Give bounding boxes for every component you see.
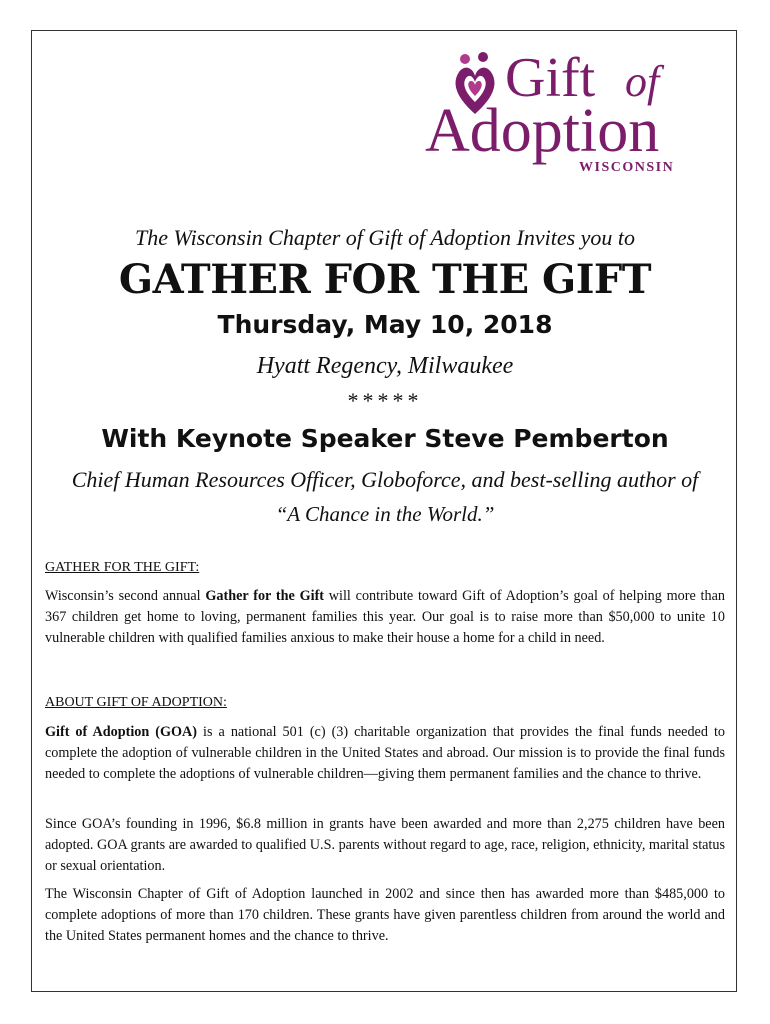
star-separator: ***** (347, 388, 423, 413)
logo-state-text: WISCONSIN (579, 160, 675, 175)
logo-of-text: of (625, 57, 660, 106)
section-heading-about: ABOUT GIFT OF ADOPTION: (45, 695, 227, 710)
event-name-bold: Gather for the Gift (205, 588, 325, 604)
book-title: “A Chance in the World.” (275, 502, 495, 526)
about-paragraph-2: Since GOA’s founding in 1996, $6.8 million in grants have been awarded and more than 2,275 children have been adopted. GOA grants are awarded to qualified U.S. parents without regard to age, race, religion, ethnicity, marital status or sexual orientation. (45, 816, 725, 874)
about-paragraph-1: Gift of Adoption (GOA) is a national 501 (c) (3) charitable organization that provides the final funds needed to complete the adoption of vulnerable children in the United States and abroad. Our mission is to provide the final funds needed to complete the adoptions of vulnerable children—giving them permanent families and the chance to thrive. (45, 724, 725, 782)
about-paragraph-3: The Wisconsin Chapter of Gift of Adoption launched in 2002 and since then has awarded more than $485,000 to complete adoptions of more than 170 children. These grants have given parentless children from around the world and the United States permanent homes and the chance to thrive. (45, 886, 725, 944)
speaker-role: Chief Human Resources Officer, Globoforce, and best-selling author of (71, 467, 699, 492)
event-venue: Hyatt Regency, Milwaukee (256, 353, 514, 379)
event-title: GATHER FOR THE GIFT (118, 256, 652, 303)
section-heading-gather: GATHER FOR THE GIFT: (45, 560, 200, 575)
gather-paragraph: Wisconsin’s second annual Gather for the Gift will contribute toward Gift of Adoption’s goal of helping more than 367 children get home to loving, permanent families this year. Our goal is to raise more than $50,000 to unite 10 vulnerable children with qualified families anxious to make their house a home for a child in need. (45, 588, 725, 646)
goa-name-bold: Gift of Adoption (GOA) (45, 724, 198, 740)
event-date: Thursday, May 10, 2018 (217, 310, 553, 339)
logo-adoption-text: Adoption (425, 97, 660, 165)
logo-gift-text: Gift (505, 47, 596, 109)
invitation-line: The Wisconsin Chapter of Gift of Adoption Invites you to (134, 225, 636, 250)
gift-of-adoption-logo (425, 47, 715, 182)
keynote-speaker: With Keynote Speaker Steve Pemberton (101, 424, 669, 453)
